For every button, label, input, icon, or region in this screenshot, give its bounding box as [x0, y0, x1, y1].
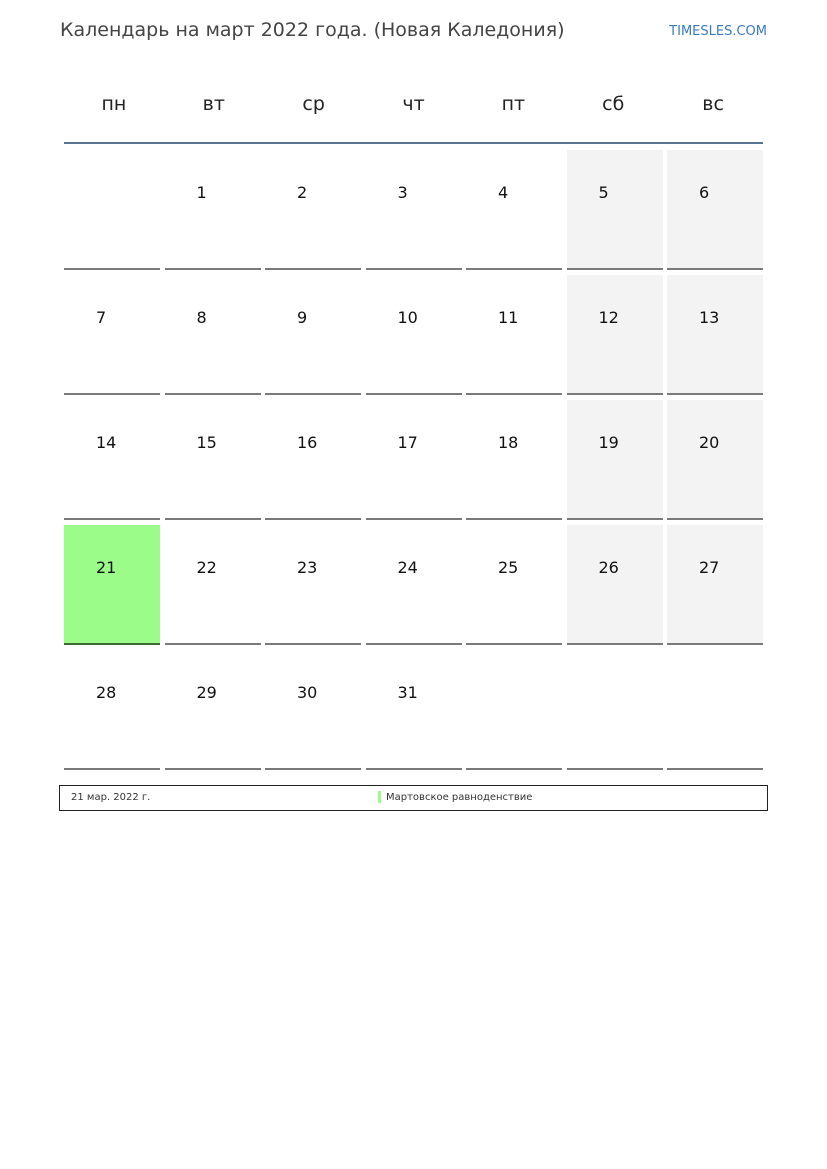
day-cell	[466, 150, 562, 270]
day-number: 12	[598, 308, 619, 327]
day-number: 21	[96, 558, 117, 577]
day-number: 17	[397, 433, 418, 452]
page-title: Календарь на март 2022 года. (Новая Каледония)	[60, 19, 565, 41]
day-cell	[265, 400, 361, 520]
weekday-label: чт	[402, 93, 425, 115]
day-number: 3	[397, 183, 408, 202]
day-number: 26	[598, 558, 619, 577]
day-cell	[366, 525, 462, 645]
day-number: 15	[196, 433, 217, 452]
day-cell	[466, 525, 562, 645]
day-cell	[667, 525, 763, 645]
day-number: 31	[397, 683, 418, 702]
day-number: 1	[196, 183, 207, 202]
day-number: 20	[699, 433, 720, 452]
day-cell	[64, 525, 160, 645]
day-number: 22	[196, 558, 217, 577]
day-cell	[265, 150, 361, 270]
day-cell	[366, 275, 462, 395]
legend-event-name: Мартовское равноденствие	[386, 792, 533, 803]
day-number: 6	[699, 183, 710, 202]
day-cell	[265, 650, 361, 770]
holiday-legend	[59, 785, 768, 811]
day-cell	[265, 525, 361, 645]
weekday-label: сб	[602, 93, 625, 115]
day-number: 8	[196, 308, 207, 327]
day-number: 9	[297, 308, 308, 327]
day-cell	[265, 275, 361, 395]
weekday-label: вт	[202, 93, 225, 115]
day-number: 7	[96, 308, 107, 327]
day-number: 24	[397, 558, 418, 577]
weekday-label: вс	[702, 93, 724, 115]
day-number: 29	[196, 683, 217, 702]
day-number: 13	[699, 308, 720, 327]
day-cell	[466, 400, 562, 520]
day-cell	[64, 150, 160, 270]
day-number: 16	[297, 433, 318, 452]
day-cell	[64, 275, 160, 395]
day-cell	[667, 275, 763, 395]
day-cell	[466, 650, 562, 770]
day-cell	[667, 150, 763, 270]
day-cell	[667, 400, 763, 520]
day-cell	[165, 525, 261, 645]
day-number: 19	[598, 433, 619, 452]
legend-date: 21 мар. 2022 г.	[71, 792, 151, 803]
weekday-label: пн	[101, 93, 127, 115]
day-cell	[366, 150, 462, 270]
day-number: 5	[598, 183, 609, 202]
day-cell	[366, 400, 462, 520]
day-cell	[366, 650, 462, 770]
header-divider	[64, 142, 763, 144]
day-cell	[567, 275, 663, 395]
day-cell	[667, 650, 763, 770]
day-cell	[567, 650, 663, 770]
day-number: 25	[498, 558, 519, 577]
day-number: 2	[297, 183, 308, 202]
day-number: 23	[297, 558, 318, 577]
day-number: 18	[498, 433, 519, 452]
weekday-label: пт	[501, 93, 526, 115]
day-number: 30	[297, 683, 318, 702]
day-cell	[165, 275, 261, 395]
weekday-header	[64, 78, 763, 130]
weekday-label: ср	[302, 93, 325, 115]
day-cell	[64, 400, 160, 520]
day-number: 28	[96, 683, 117, 702]
day-cell	[567, 525, 663, 645]
day-cell	[567, 150, 663, 270]
day-cell	[165, 400, 261, 520]
legend-color-swatch	[378, 791, 381, 803]
day-number: 14	[96, 433, 117, 452]
day-cell	[165, 650, 261, 770]
day-cell	[466, 275, 562, 395]
day-cell	[64, 650, 160, 770]
day-number: 10	[397, 308, 418, 327]
day-number: 11	[498, 308, 519, 327]
day-cell	[165, 150, 261, 270]
day-cell	[567, 400, 663, 520]
calendar-grid	[64, 150, 763, 770]
day-number: 4	[498, 183, 509, 202]
day-number: 27	[699, 558, 720, 577]
brand-link[interactable]: TIMESLES.COM	[669, 24, 767, 39]
